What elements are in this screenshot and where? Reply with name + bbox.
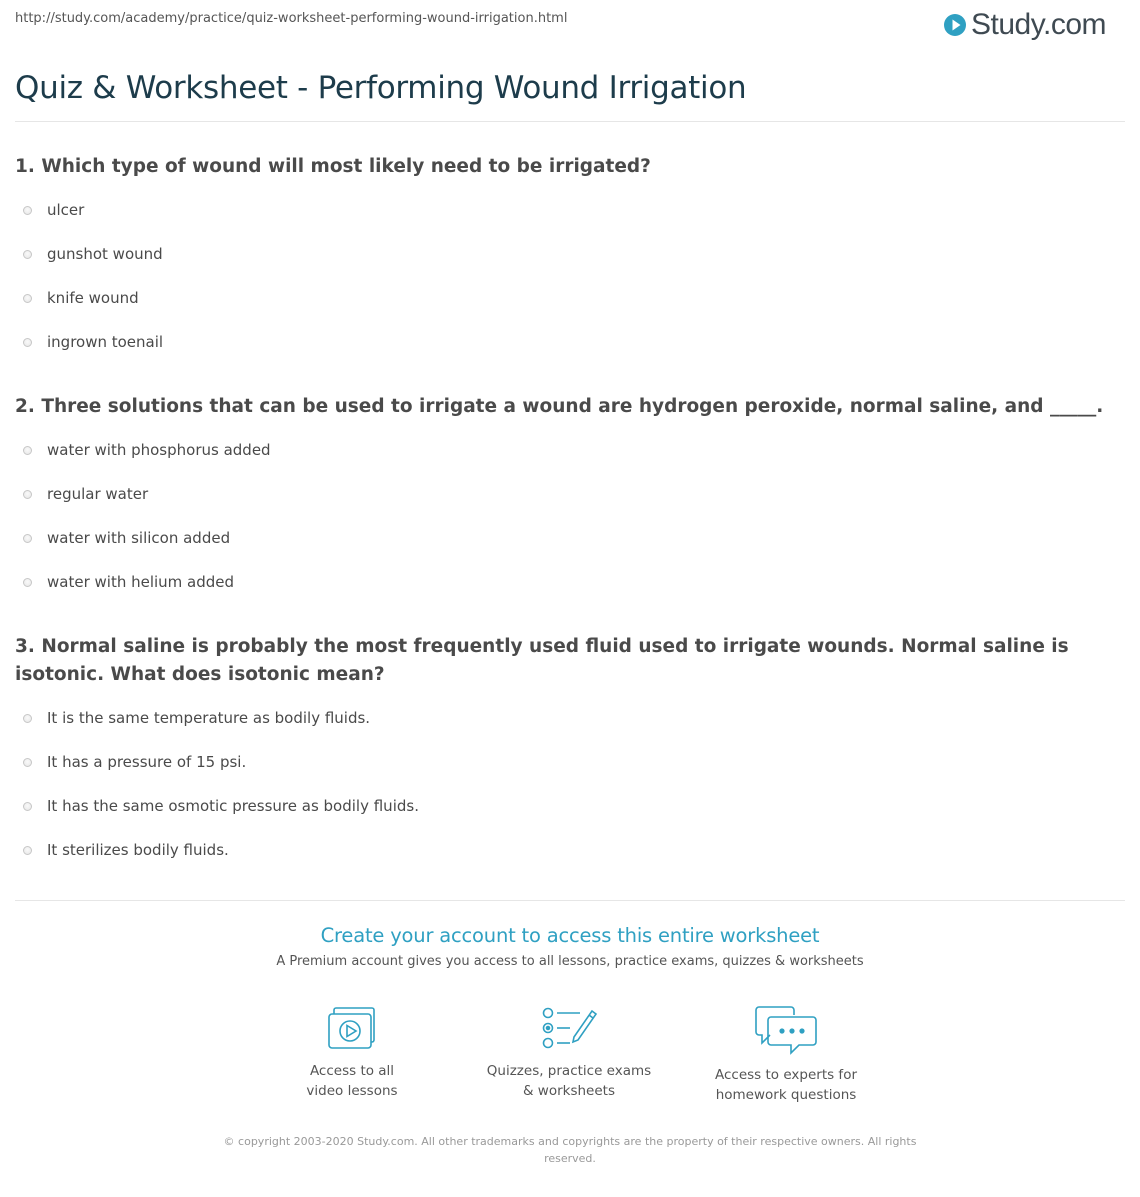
q3-option-1[interactable] <box>23 708 370 728</box>
option-label: ingrown toenail <box>47 333 164 351</box>
radio-button[interactable] <box>23 578 32 587</box>
radio-button[interactable] <box>23 206 32 215</box>
page-title: Quiz & Worksheet - Performing Wound Irrigation <box>15 70 747 106</box>
cta-divider <box>15 900 1125 901</box>
q3-option-2[interactable] <box>23 752 246 772</box>
option-label: water with helium added <box>47 573 235 591</box>
page-url: http://study.com/academy/practice/quiz-worksheet-performing-wound-irrigation.html <box>15 11 568 26</box>
option-label: ulcer <box>47 201 85 219</box>
q3-option-3[interactable] <box>23 796 419 816</box>
option-label: It sterilizes bodily fluids. <box>47 841 229 859</box>
radio-button[interactable] <box>23 714 32 723</box>
video-lessons-icon <box>325 1005 379 1051</box>
option-label: water with phosphorus added <box>47 441 271 459</box>
feature-label: Access to experts for homework questions <box>714 1067 857 1103</box>
radio-button[interactable] <box>23 294 32 303</box>
q2-option-2[interactable] <box>23 484 148 504</box>
logo-text: Study.com <box>971 8 1106 41</box>
radio-button[interactable] <box>23 802 32 811</box>
copyright-text: © copyright 2003-2020 Study.com. All other trademarks and copyrights are the property of their respective owners. All rights reserved. <box>223 1135 917 1165</box>
radio-button[interactable] <box>23 534 32 543</box>
radio-button[interactable] <box>23 250 32 259</box>
feature-experts <box>686 1005 886 1105</box>
option-label: knife wound <box>47 289 139 307</box>
study-logo[interactable] <box>943 6 1106 44</box>
radio-button[interactable] <box>23 446 32 455</box>
radio-button[interactable] <box>23 846 32 855</box>
quiz-checklist-icon <box>540 1005 598 1051</box>
q2-option-1[interactable] <box>23 440 271 460</box>
radio-button[interactable] <box>23 490 32 499</box>
feature-video-lessons <box>252 1005 452 1101</box>
feature-quizzes <box>469 1005 669 1101</box>
option-label: gunshot wound <box>47 245 163 263</box>
question-3: 3. Normal saline is probably the most frequently used fluid used to irrigate wounds. Normal saline is isotonic. What does isotonic mean? <box>15 636 1069 685</box>
chat-experts-icon <box>754 1005 818 1055</box>
q1-option-1[interactable] <box>23 200 84 220</box>
option-label: water with silicon added <box>47 529 231 547</box>
question-2: 2. Three solutions that can be used to irrigate a wound are hydrogen peroxide, normal saline, and _____. <box>15 396 1104 417</box>
option-label: It is the same temperature as bodily fluids. <box>47 709 371 727</box>
play-logo-icon <box>943 13 967 37</box>
q3-option-4[interactable] <box>23 840 229 860</box>
option-label: It has a pressure of 15 psi. <box>47 753 247 771</box>
q1-option-3[interactable] <box>23 288 139 308</box>
feature-label: Access to all video lessons <box>306 1063 398 1099</box>
option-label: regular water <box>47 485 149 503</box>
q2-option-3[interactable] <box>23 528 230 548</box>
title-divider <box>15 121 1125 122</box>
cta-title[interactable]: Create your account to access this entire worksheet <box>320 924 820 947</box>
q1-option-4[interactable] <box>23 332 163 352</box>
radio-button[interactable] <box>23 758 32 767</box>
cta-subtitle: A Premium account gives you access to all lessons, practice exams, quizzes & worksheets <box>276 954 864 969</box>
option-label: It has the same osmotic pressure as bodily fluids. <box>47 797 419 815</box>
q1-option-2[interactable] <box>23 244 163 264</box>
question-1: 1. Which type of wound will most likely need to be irrigated? <box>15 156 651 177</box>
radio-button[interactable] <box>23 338 32 347</box>
q2-option-4[interactable] <box>23 572 234 592</box>
feature-label: Quizzes, practice exams & worksheets <box>486 1063 652 1099</box>
